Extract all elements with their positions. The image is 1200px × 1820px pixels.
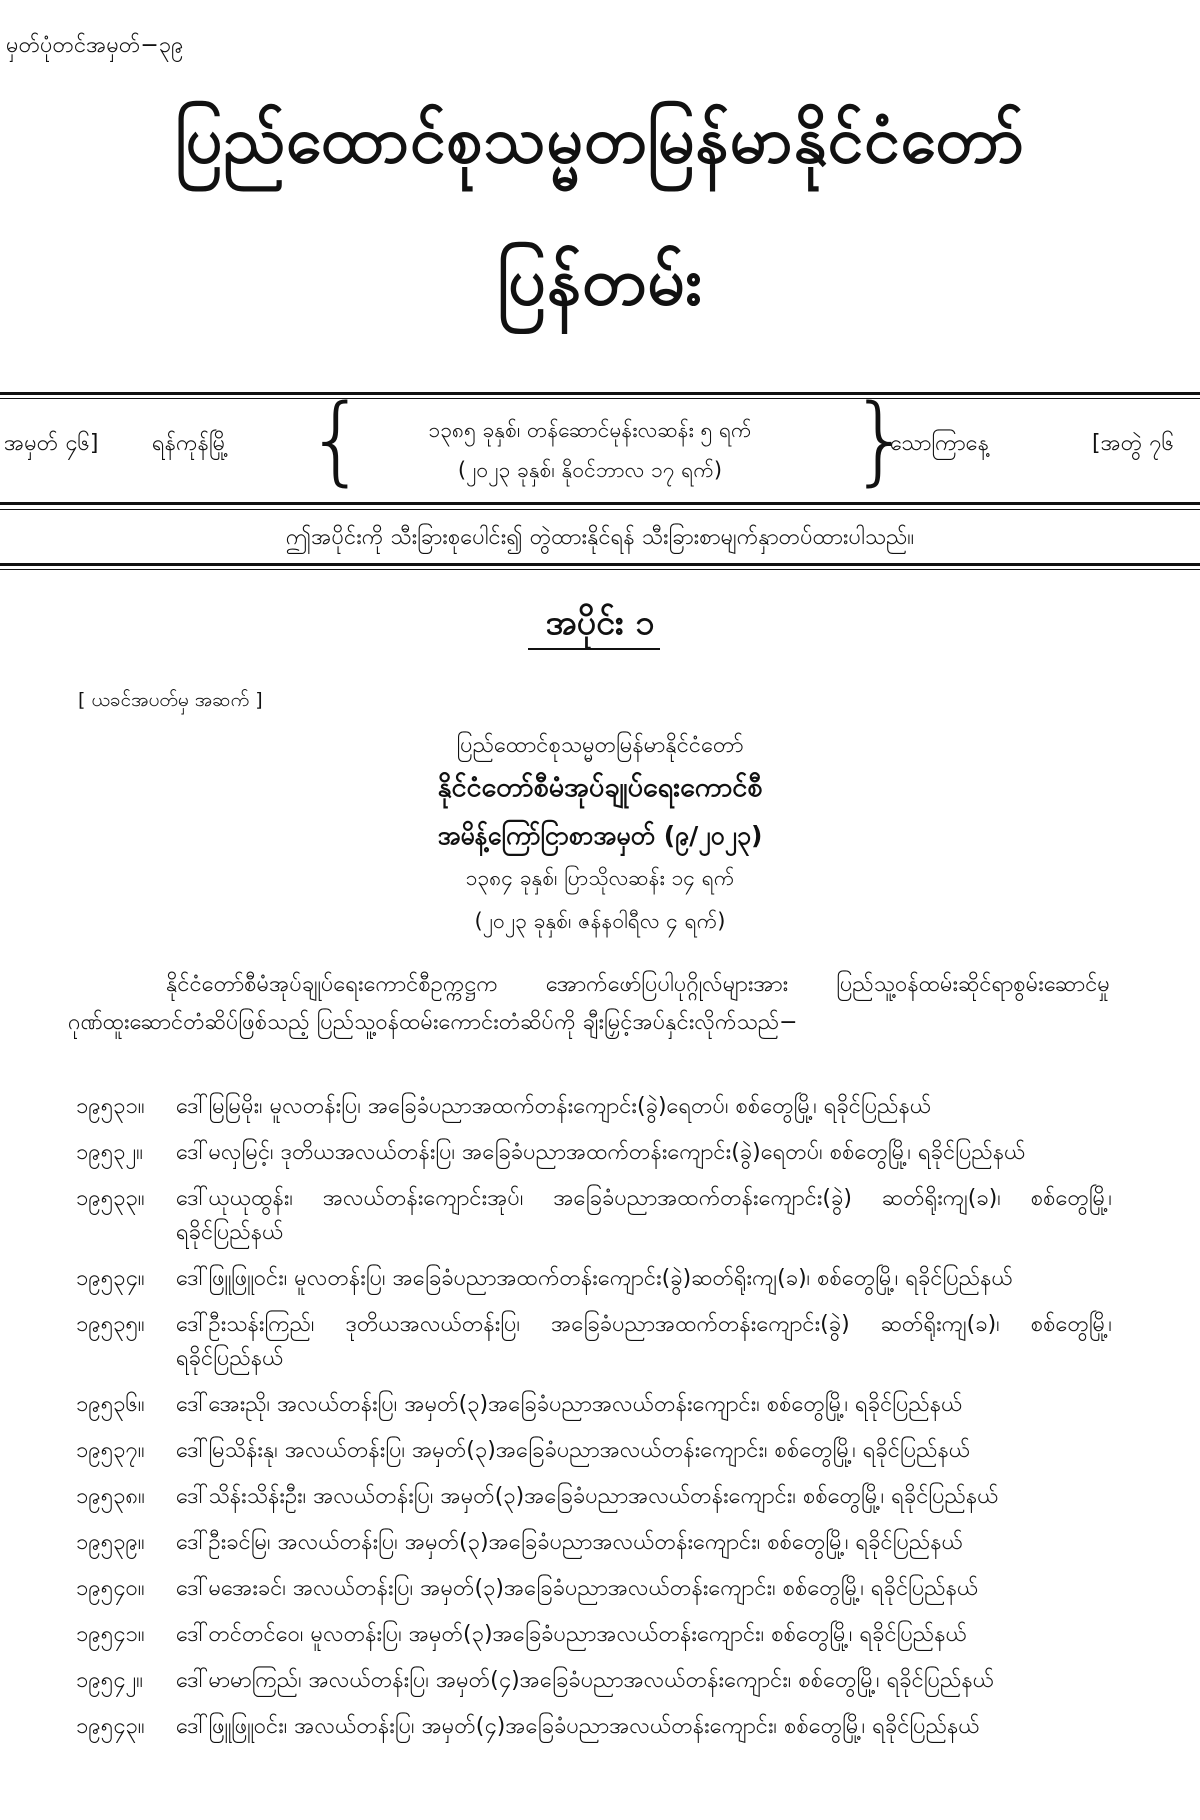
issue-dates: [340, 410, 840, 490]
entry-number: ၁၉၅၃၃။: [76, 1186, 145, 1211]
issue-number: အမှတ် ၄၆]: [4, 431, 99, 456]
entry-text: ဒေါ်သိန်းသိန်းဦး၊ အလယ်တန်းပြ၊ အမှတ်(၃)အခြေခံပညာအလယ်တန်းကျောင်း၊ စစ်တွေမြို့၊ ရခိုင်ပြည်နယ်: [176, 1484, 999, 1509]
entry-text: ဒေါ်ယုယုထွန်း၊ အလယ်တန်းကျောင်းအုပ်၊ အခြေခံပညာအထက်တန်းကျောင်း(ခွဲ) ဆတ်ရိုးကျ(ခ)၊ စစ်တွေမြို့၊ ရခိုင်ပြည်နယ်: [176, 1186, 1112, 1245]
gregorian-date: (၂၀၂၃ ခုနှစ်၊ နိုဝင်ဘာလ ၁၇ ရက်): [457, 458, 723, 482]
gazette-title: ပြည်ထောင်စုသမ္မတမြန်မာနိုင်ငံတော်: [174, 104, 1026, 178]
entry-text: ဒေါ်မြမြမိုး၊ မူလတန်းပြ၊ အခြေခံပညာအထက်တန်းကျောင်း(ခွဲ)ရေတပ်၊ စစ်တွေမြို့၊ ရခိုင်ပြည်နယ်: [176, 1094, 932, 1119]
myanmar-date: ၁၃၈၅ ခုနှစ်၊ တန်ဆောင်မုန်းလဆန်း ၅ ရက်: [428, 418, 752, 442]
entry-text: ဒေါ်ဦးသန်းကြည်၊ ဒုတိယအလယ်တန်းပြ၊ အခြေခံပညာအထက်တန်းကျောင်း(ခွဲ) ဆတ်ရိုးကျ(ခ)၊ စစ်တွေမြို့၊ ရခိုင်ပြည်နယ်: [176, 1312, 1112, 1371]
lower-rule-thick: [0, 563, 1200, 566]
weekday: သောကြာနေ့: [890, 431, 989, 456]
entry-number: ၁၉၅၄၀။: [76, 1576, 145, 1601]
order-paragraph: နိုင်ငံတော်စီမံအုပ်ချုပ်ရေးကောင်စီဥက္ကဋ္ဌက အောက်ဖော်ပြပါပုဂ္ဂိုလ်များအား ပြည်သူ့ဝန်ထမ်းဆိုင်ရာစွမ်းဆောင်မှု ဂုဏ်ထူးဆောင်တံဆိပ်ဖြစ်သည့် ပြည်သူ့ဝန်ထမ်းကောင်းတံဆိပ်ကို ချီးမြှင့်အပ်နှင်းလိုက်သည်−: [68, 972, 1110, 1035]
entry-number: ၁၉၅၃၉။: [76, 1530, 145, 1555]
order-organization: ပြည်ထောင်စုသမ္မတမြန်မာနိုင်ငံတော်: [456, 733, 744, 758]
entry-text: ဒေါ်မအေးခင်၊ အလယ်တန်းပြ၊ အမှတ်(၃)အခြေခံပညာအလယ်တန်းကျောင်း၊ စစ်တွေမြို့၊ ရခိုင်ပြည်နယ်: [176, 1576, 979, 1601]
list-item: [76, 1090, 1112, 1124]
list-item: [76, 1526, 1112, 1560]
list-item: [76, 1182, 1112, 1250]
issue-header: [0, 384, 1200, 498]
list-item: [76, 1618, 1112, 1652]
entry-text: ဒေါ်မာမာကြည်၊ အလယ်တန်းပြ၊ အမှတ်(၄)အခြေခံပညာအလယ်တန်းကျောင်း၊ စစ်တွေမြို့၊ ရခိုင်ပြည်နယ်: [176, 1668, 995, 1693]
list-item: [76, 1434, 1112, 1468]
mid-rule-thin: [0, 509, 1200, 510]
list-item: [76, 1308, 1112, 1376]
entry-number: ၁၉၅၃၄။: [76, 1266, 145, 1291]
entry-number: ၁၉၅၄၁။: [76, 1622, 145, 1647]
entry-text: ဒေါ်တင်တင်ဝေ၊ မူလတန်းပြ၊ အမှတ်(၃)အခြေခံပညာအလယ်တန်းကျောင်း၊ စစ်တွေမြို့၊ ရခိုင်ပြည်နယ်: [176, 1622, 967, 1647]
city: ရန်ကုန်မြို့: [152, 431, 229, 456]
part-heading: အပိုင်း ၁: [545, 603, 655, 643]
volume: [အတွဲ ၇၆: [1092, 431, 1174, 456]
list-item: [76, 1480, 1112, 1514]
order-number: အမိန့်ကြော်ငြာစာအမှတ် (၉/၂၀၂၃): [437, 821, 763, 850]
entry-number: ၁၉၅၃၁။: [76, 1094, 145, 1119]
order-council: နိုင်ငံတော်စီမံအုပ်ချုပ်ရေးကောင်စီ: [437, 772, 763, 803]
entry-number: ၁၉၅၃၆။: [76, 1392, 145, 1417]
separate-section-notice: ဤအပိုင်းကို သီးခြားစုပေါင်း၍ တွဲထားနိုင်ရန် သီးခြားစာမျက်နှာတပ်ထားပါသည်။: [285, 525, 915, 550]
list-item: [76, 1136, 1112, 1170]
entry-number: ၁၉၅၃၇။: [76, 1438, 145, 1463]
entry-text: ဒေါ်ဖြူဖြူဝင်း၊ မူလတန်းပြ၊ အခြေခံပညာအထက်တန်းကျောင်း(ခွဲ)ဆတ်ရိုးကျ(ခ)၊ စစ်တွေမြို့၊ ရခိုင်ပြည်နယ်: [176, 1266, 1013, 1291]
entry-number: ၁၉၅၄၃။: [76, 1714, 145, 1739]
continued-note: [ ယခင်အပတ်မှ အဆက် ]: [78, 689, 263, 711]
entry-text: ဒေါ်အေးညို၊ အလယ်တန်းပြ၊ အမှတ်(၃)အခြေခံပညာအလယ်တန်းကျောင်း၊ စစ်တွေမြို့၊ ရခိုင်ပြည်နယ်: [176, 1392, 963, 1417]
list-item: [76, 1572, 1112, 1606]
order-date-gregorian: (၂၀၂၃ ခုနှစ်၊ ဇန်နဝါရီလ ၄ ရက်): [474, 909, 726, 933]
entry-text: ဒေါ်ဖြူဖြူဝင်း၊ အလယ်တန်းပြ၊ အမှတ်(၄)အခြေခံပညာအလယ်တန်းကျောင်း၊ စစ်တွေမြို့၊ ရခိုင်ပြည်နယ်: [176, 1714, 980, 1739]
entry-text: ဒေါ်မြသိန်းနု၊ အလယ်တန်းပြ၊ အမှတ်(၃)အခြေခံပညာအလယ်တန်းကျောင်း၊ စစ်တွေမြို့၊ ရခိုင်ပြည်နယ်: [176, 1438, 971, 1463]
mid-rule-thick: [0, 502, 1200, 505]
right-brace: }: [850, 384, 912, 496]
entry-number: ၁၉၅၃၈။: [76, 1484, 145, 1509]
order-date-myanmar: ၁၃၈၄ ခုနှစ်၊ ပြာသိုလဆန်း ၁၄ ရက်: [465, 866, 735, 890]
entry-text: ဒေါ်မလှမြင့်၊ ဒုတိယအလယ်တန်းပြ၊ အခြေခံပညာအထက်တန်းကျောင်း(ခွဲ)ရေတပ်၊ စစ်တွေမြို့၊ ရခိုင်ပြည်နယ်: [176, 1140, 1026, 1165]
list-item: [76, 1262, 1112, 1296]
entry-number: ၁၉၅၃၅။: [76, 1312, 145, 1337]
entry-number: ၁၉၅၃၂။: [76, 1140, 143, 1165]
left-brace: {: [306, 384, 368, 496]
registration-number: မှတ်ပုံတင်အမှတ်−၃၉: [6, 33, 184, 58]
entry-text: ဒေါ်ဦးခင်မြ၊ အလယ်တန်းပြ၊ အမှတ်(၃)အခြေခံပညာအလယ်တန်းကျောင်း၊ စစ်တွေမြို့၊ ရခိုင်ပြည်နယ်: [176, 1530, 964, 1555]
gazette-subtitle: ပြန်တမ်း: [497, 243, 703, 320]
list-item: [76, 1388, 1112, 1422]
part-heading-underline: [528, 648, 660, 650]
lower-rule-thin: [0, 569, 1200, 570]
entry-number: ၁၉၅၄၂။: [76, 1668, 143, 1693]
list-item: [76, 1710, 1112, 1744]
top-rule-thick: [0, 392, 1200, 395]
list-item: [76, 1664, 1112, 1698]
award-list: [76, 1090, 1112, 1756]
